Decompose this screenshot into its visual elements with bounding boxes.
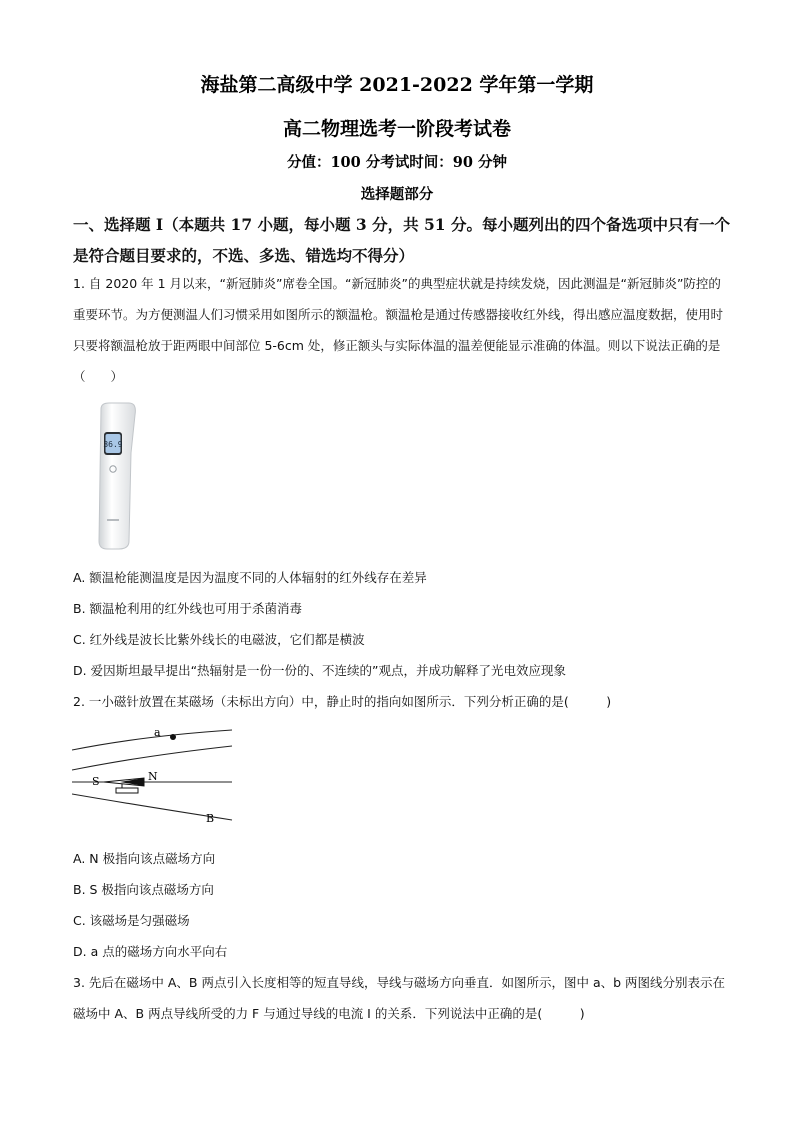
field-line-upper xyxy=(72,746,232,770)
thermometer-image xyxy=(93,401,139,551)
section-heading: 一、选择题 I（本题共 17 小题，每小题 3 分，共 51 分。每小题列出的四个备选项中只有一个是符合题目要求的，不选、多选、错选均不得分） xyxy=(73,215,730,265)
question-2-option-d: D. a 点的磁场方向水平向右 xyxy=(73,944,228,959)
exam-title: 高二物理选考一阶段考试卷 xyxy=(282,118,511,140)
exam-score-time: 分值：100 分考试时间：90 分钟 xyxy=(286,154,508,171)
question-1-option-d: D. 爱因斯坦最早提出“热辐射是一份一份的、不连续的”观点，并成功解释了光电效应现象 xyxy=(73,663,567,678)
point-a-dot xyxy=(170,734,176,740)
needle-s-label: S xyxy=(92,775,100,788)
question-2-option-c: C. 该磁场是匀强磁场 xyxy=(73,913,190,928)
field-line-top xyxy=(72,730,232,750)
needle-base xyxy=(116,788,138,793)
question-1-option-a: A. 额温枪能测温度是因为温度不同的人体辐射的红外线存在差异 xyxy=(73,570,427,585)
question-1-stem: 1. 自 2020 年 1 月以来，“新冠肺炎”席卷全国。“新冠肺炎”的典型症状就是持续发烧，因此测温是“新冠肺炎”防控的重要环节。为方便测温人们习惯采用如图所示的额温枪。额温枪是通过传感器接收红外线，得出感应温度数据，使用时只要将额温枪放于距两眼中间部位 5-6cm 处，修正额头与实际体温的温差便能显示准确的体温。则以下说法正确的是（ ） xyxy=(73,276,724,384)
question-2-stem: 2. 一小磁针放置在某磁场（未标出方向）中，静止时的指向如图所示．下列分析正确的是( ) xyxy=(73,694,612,709)
question-1-option-b: B. 额温枪利用的红外线也可用于杀菌消毒 xyxy=(73,601,303,616)
question-2-option-b: B. S 极指向该点磁场方向 xyxy=(73,882,214,897)
needle-n-label: N xyxy=(148,770,158,783)
question-2-option-a: A. N 极指向该点磁场方向 xyxy=(73,851,216,866)
question-3-stem: 3. 先后在磁场中 A、B 两点引入长度相等的短直导线，导线与磁场方向垂直．如图所示，图中 a、b 两图线分别表示在磁场中 A、B 两点导线所受的力 F 与通过导线的电流 I 的关系．下列说法中正确的是( ) xyxy=(73,975,726,1021)
field-b-label: B xyxy=(206,812,215,825)
thermometer-display: 36.9 xyxy=(103,440,123,449)
question-1-option-c: C. 红外线是波长比紫外线长的电磁波，它们都是横波 xyxy=(73,632,365,647)
section-part-title: 选择题部分 xyxy=(360,186,434,203)
point-a-label: a xyxy=(154,726,161,739)
magnetic-field-figure xyxy=(72,718,234,830)
exam-school-title: 海盐第二高级中学 2021-2022 学年第一学期 xyxy=(200,74,594,96)
